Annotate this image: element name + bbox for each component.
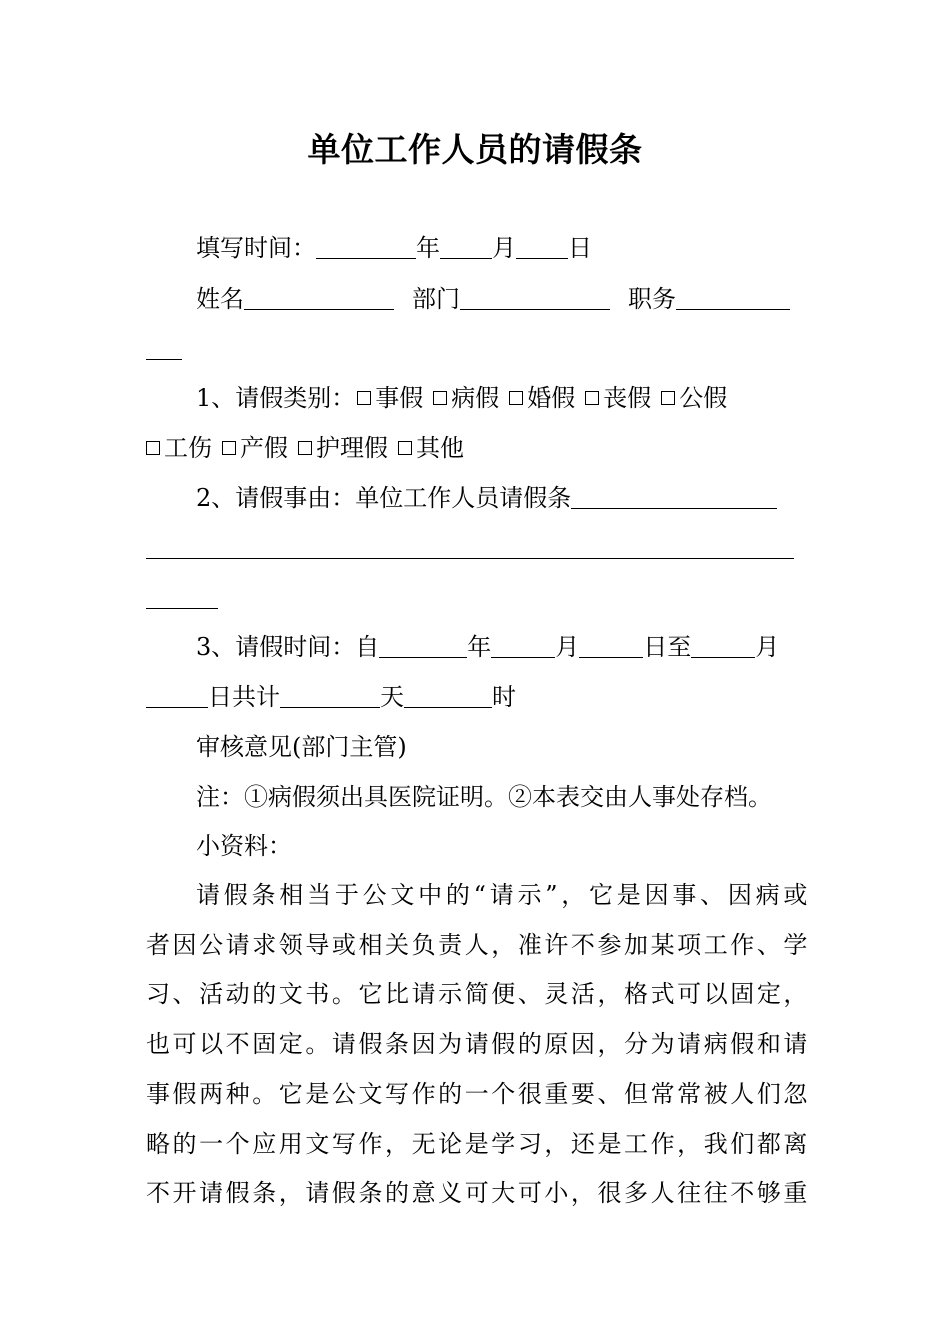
fill-month-label: 月 [492,234,516,262]
leave-option[interactable]: 产假 [220,434,288,462]
paragraph-line: 略的一个应用文写作，无论是学习，还是工作，我们都离 [146,1129,808,1158]
to-day-blank[interactable] [146,683,208,708]
position-blank-continued [146,329,182,369]
leave-option[interactable]: 护理假 [296,434,388,462]
total-hours-blank[interactable] [404,683,492,708]
fill-time-label: 填写时间： [196,234,316,262]
leave-option[interactable]: 丧假 [583,384,651,412]
checkbox-icon[interactable] [398,441,412,455]
name-blank[interactable] [244,285,394,310]
person-row [196,279,790,319]
leave-option[interactable]: 病假 [431,384,499,412]
leave-option[interactable]: 公假 [659,384,727,412]
paragraph-line: 习、活动的文书。它比请示简便、灵活，格式可以固定， [146,980,808,1009]
reason-blank-3[interactable] [146,584,218,609]
paragraph-line: 者因公请求领导或相关负责人，准许不参加某项工作、学 [146,930,808,959]
fill-year-blank[interactable] [316,234,416,259]
leave-option[interactable]: 事假 [355,384,423,412]
position-blank[interactable] [676,285,790,310]
fill-time-row [196,228,592,268]
leave-type-row-2 [146,428,472,468]
fill-month-blank[interactable] [440,234,492,259]
leave-option[interactable]: 婚假 [507,384,575,412]
fill-day-blank[interactable] [516,234,568,259]
checkbox-icon[interactable] [433,391,447,405]
review-label: 审核意见(部门主管) [196,733,407,761]
page-title: 单位工作人员的请假条 [307,130,643,169]
from-year-blank[interactable] [379,633,467,658]
reason-blank-2[interactable] [146,534,794,559]
reason-blank[interactable] [571,484,777,509]
info-paragraph [146,871,808,1219]
info-label: 小资料： [196,832,292,860]
leave-time-row-2: 日共计 天 时 [146,677,516,717]
dept-label: 部门 [412,285,460,313]
paragraph-line: 请假条相当于公文中的“请示”，它是因事、因病或 [196,881,808,909]
paragraph-line: 也可以不固定。请假条因为请假的原因，分为请病假和请 [146,1030,808,1059]
leave-type-label: 1、请假类别： [196,384,356,412]
checkbox-icon[interactable] [146,441,160,455]
name-label: 姓名 [196,285,244,313]
checkbox-icon[interactable] [585,391,599,405]
position-label: 职务 [628,285,676,313]
leave-option[interactable]: 工伤 [146,434,212,462]
fill-day-label: 日 [568,234,592,262]
total-days-blank[interactable] [280,683,380,708]
reason-blank-line-2 [146,528,794,568]
fill-year-label: 年 [416,234,440,262]
paragraph-line: 事假两种。它是公文写作的一个很重要、但常常被人们忽 [146,1079,808,1108]
from-month-blank[interactable] [491,633,555,658]
leave-time-row: 3、请假时间：自 年 月 日至 月 [196,633,780,661]
note-text: 注：①病假须出具医院证明。②本表交由人事处存档。 [196,783,772,811]
position-blank-2[interactable] [146,335,182,360]
leave-type-row [196,378,735,418]
checkbox-icon[interactable] [298,441,312,455]
reason-label: 2、请假事由： [196,484,356,512]
to-month-blank[interactable] [691,633,755,658]
checkbox-icon[interactable] [222,441,236,455]
leave-time-label: 3、请假时间： [196,633,356,661]
checkbox-icon[interactable] [357,391,371,405]
leave-option[interactable]: 其他 [396,434,464,462]
paragraph-line: 不开请假条，请假条的意义可大可小，很多人往往不够重 [146,1179,808,1208]
reason-blank-line-3 [146,578,218,618]
from-day-blank[interactable] [579,633,643,658]
checkbox-icon[interactable] [509,391,523,405]
dept-blank[interactable] [460,285,610,310]
reason-text: 单位工作人员请假条 [355,484,572,512]
reason-row [196,478,777,518]
checkbox-icon[interactable] [661,391,675,405]
